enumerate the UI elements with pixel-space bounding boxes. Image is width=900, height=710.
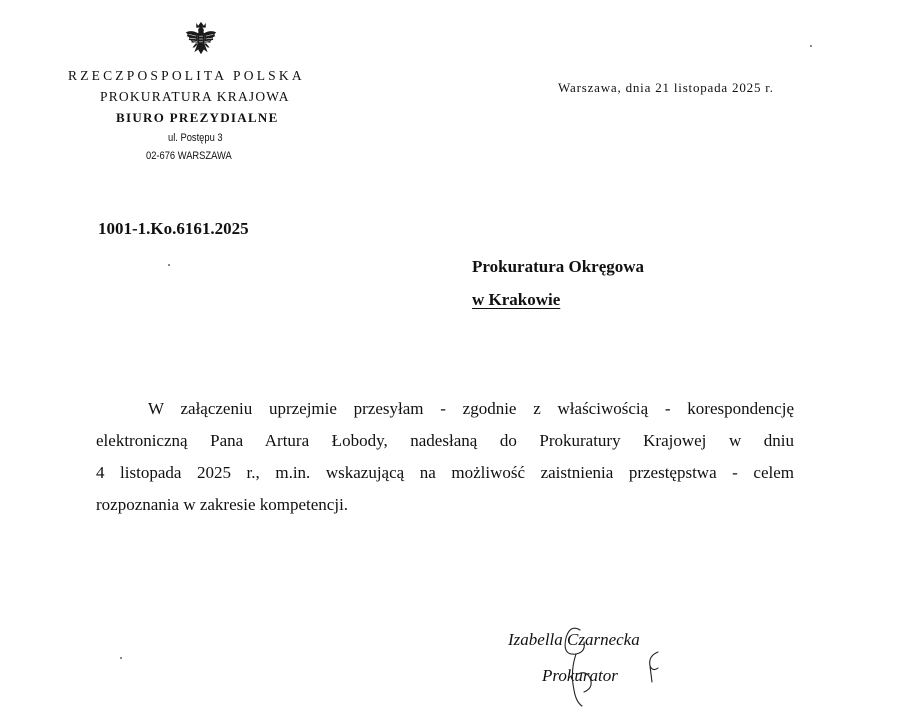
body-line: rozpoznania w zakresie kompetencji. [96,495,349,514]
scan-speck [168,264,170,266]
header-postal-city: 02-676 WARSZAWA [146,150,232,162]
body-paragraph [96,393,794,521]
header-street: ul. Postępu 3 [168,132,223,144]
scan-speck [810,45,812,47]
body-line: elektroniczną Pana Artura Łobody, nadesłaną do Prokuratury Krajowej w dniu [96,431,794,450]
handwritten-signature-scribble [540,612,660,710]
scan-speck [120,657,122,659]
header-country: RZECZPOSPOLITA POLSKA [68,68,305,83]
signature-role: Prokurator [542,666,618,685]
date-line: Warszawa, dnia 21 listopada 2025 r. [558,80,774,95]
addressee-city: w Krakowie [472,290,561,309]
addressee-name: Prokuratura Okręgowa [472,257,645,276]
header-bureau: BIURO PREZYDIALNE [116,110,279,125]
polish-eagle-emblem-icon [182,20,220,58]
reference-number: 1001-1.Ko.6161.2025 [98,219,249,238]
body-line: W załączeniu uprzejmie przesyłam - zgodnie z właściwością - korespondencję [148,399,794,418]
signature-name: Izabella Czarnecka [508,630,640,649]
header-office: PROKURATURA KRAJOWA [100,89,290,104]
body-line: 4 listopada 2025 r., m.in. wskazującą na możliwość zaistnienia przestępstwa - celem [96,463,794,482]
